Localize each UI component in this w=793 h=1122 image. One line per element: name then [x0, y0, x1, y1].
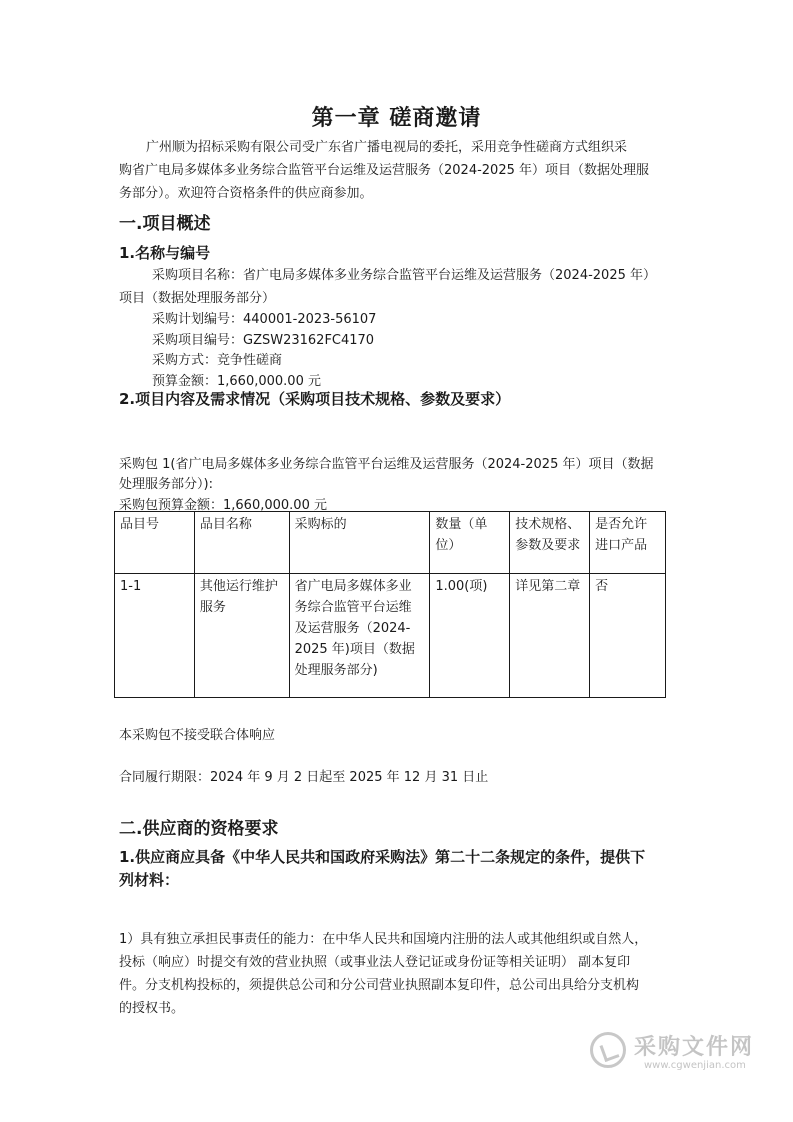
section2-sub1-heading-line-1: 1.供应商应具备《中华人民共和国政府采购法》第二十二条规定的条件，提供下 [119, 848, 646, 866]
qualification-item-1-line-1: 1）具有独立承担民事责任的能力：在中华人民共和国境内注册的法人或其他组织或自然人， [119, 932, 648, 947]
check-circle-logo-icon [590, 1032, 626, 1068]
procurement-method: 采购方式：竞争性磋商 [152, 353, 283, 368]
page-title: 第一章 磋商邀请 [311, 106, 482, 131]
package-line-2: 处理服务部分）): [119, 477, 213, 492]
table-header-cell: 品目名称 [194, 512, 289, 574]
table-cell: 其他运行维护服务 [194, 574, 289, 698]
table-cell: 1-1 [115, 574, 195, 698]
project-name-line-1: 采购项目名称：省广电局多媒体多业务综合监管平台运维及运营服务（2024-2025 年） [152, 268, 656, 283]
package-budget: 采购包预算金额：1,660,000.00 元 [119, 498, 327, 513]
table-header-row [115, 512, 666, 574]
section1-heading: 一.项目概述 [119, 214, 211, 234]
contract-period: 合同履行期限：2024 年 9 月 2 日起至 2025 年 12 月 31 日止 [119, 770, 489, 785]
table-header-cell: 采购标的 [289, 512, 430, 574]
table-cell: 省广电局多媒体多业务综合监管平台运维及运营服务（2024-2025 年)项目（数据处理服务部分) [289, 574, 430, 698]
consortium-note: 本采购包不接受联合体响应 [119, 728, 276, 743]
watermark-text: 采购文件网 [634, 1035, 755, 1060]
table-header-cell: 数量（单位） [430, 512, 510, 574]
plan-number: 采购计划编号：440001-2023-56107 [152, 312, 377, 327]
table-header-cell: 技术规格、参数及要求 [510, 512, 590, 574]
section2-heading: 二.供应商的资格要求 [119, 819, 279, 839]
qualification-item-1-line-4: 的授权书。 [119, 1001, 185, 1016]
section1-sub1-heading: 1.名称与编号 [119, 244, 211, 262]
table-header-cell: 品目号 [115, 512, 195, 574]
project-name-line-2: 项目（数据处理服务部分） [119, 291, 276, 306]
table-cell: 1.00(项) [430, 574, 510, 698]
section1-sub2-heading: 2.项目内容及需求情况（采购项目技术规格、参数及要求） [119, 390, 511, 408]
intro-line-2: 购省广电局多媒体多业务综合监管平台运维及运营服务（2024-2025 年）项目（数据处理服 [119, 163, 649, 178]
table-row [115, 574, 666, 698]
watermark-url: www.cgwenjian.com [644, 1060, 746, 1071]
project-number: 采购项目编号：GZSW23162FC4170 [152, 333, 375, 348]
intro-line-3: 务部分）。欢迎符合资格条件的供应商参加。 [119, 186, 373, 201]
table-cell: 否 [590, 574, 666, 698]
budget-amount: 预算金额：1,660,000.00 元 [152, 374, 321, 389]
section2-sub1-heading-line-2: 列材料： [119, 871, 180, 889]
intro-line-1: 广州顺为招标采购有限公司受广东省广播电视局的委托，采用竞争性磋商方式组织采 [146, 140, 628, 155]
table-cell: 详见第二章 [510, 574, 590, 698]
watermark [590, 1030, 755, 1076]
package-line-1: 采购包 1(省广电局多媒体多业务综合监管平台运维及运营服务（2024-2025 年）项目（数据 [119, 457, 654, 472]
qualification-item-1-line-3: 件。分支机构投标的，须提供总公司和分公司营业执照副本复印件，总公司出具给分支机构 [119, 978, 640, 993]
table-header-cell: 是否允许进口产品 [590, 512, 666, 574]
qualification-item-1-line-2: 投标（响应）时提交有效的营业执照（或事业法人登记证或身份证等相关证明） 副本复印 [119, 955, 631, 970]
items-table [114, 511, 666, 698]
